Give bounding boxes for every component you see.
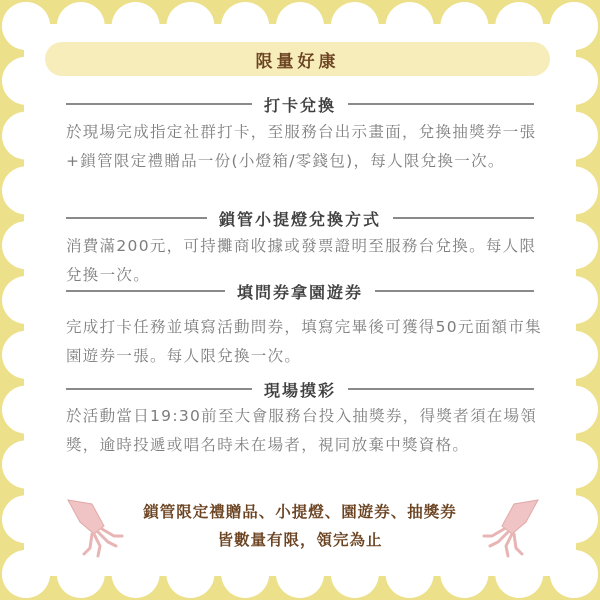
section-heading-checkin [66,93,534,115]
heading-checkin-text: 打卡兌換 [264,95,337,115]
section-heading-lottery [66,378,534,400]
paragraph-lantern: 消費滿200元，可持攤商收據或發票證明至服務台兌換。每人限兌換一次。 [66,237,537,284]
heading-survey-text: 填問券拿園遊券 [237,282,364,302]
title-text: 限量好康 [255,51,340,72]
heading-lottery-text: 現場摸彩 [264,380,337,400]
title-banner [45,42,550,76]
section-heading-lantern [66,207,534,229]
divider-line [375,290,534,292]
paragraph-checkin: 於現場完成指定社群打卡，至服務台出示畫面，兌換抽獎券一張+鎖管限定禮贈品一份(小燈箱/零錢包)，每人限兌換一次。 [66,123,537,170]
divider-line [66,103,252,105]
divider-line [348,388,534,390]
divider-line [348,103,534,105]
divider-line [66,290,225,292]
divider-line [66,388,252,390]
divider-line [393,217,534,219]
paragraph-lottery: 於活動當日19:30前至大會服務台投入抽獎券，得獎者須在場領獎，逾時投遞或唱名時未在場者，視同放棄中獎資格。 [66,407,538,454]
divider-line [66,217,207,219]
paragraph-survey: 完成打卡任務並填寫活動問券，填寫完畢後可獲得50元面額市集園遊券一張。每人限兌換一次。 [66,318,542,365]
section-heading-survey [66,280,534,302]
heading-lantern-text: 鎖管小提燈兌換方式 [219,209,382,229]
footer-items: 鎖管限定禮贈品、小提燈、園遊券、抽獎券 [143,503,457,521]
footer-notice: 皆數量有限，領完為止 [217,531,383,549]
